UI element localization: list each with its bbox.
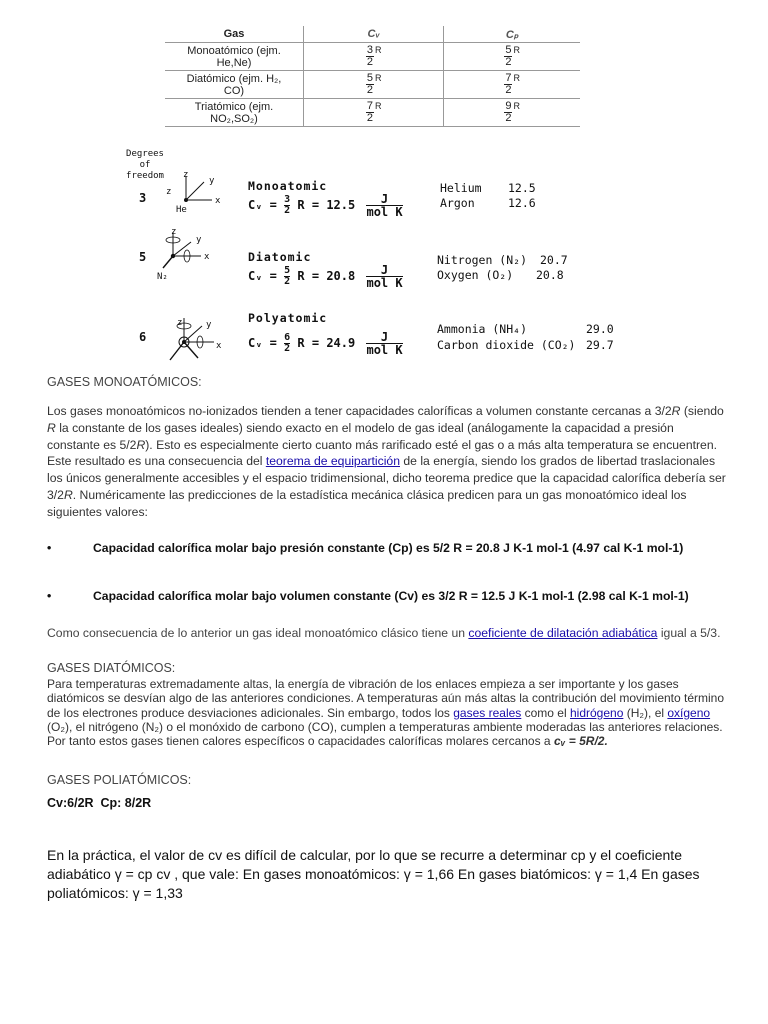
link-equipartition[interactable]: teorema de equipartición xyxy=(265,454,400,469)
gas-cell: Diatómico (ejm. H₂, CO) xyxy=(165,71,304,99)
table-row xyxy=(165,99,580,127)
paragraph-dia: Para temperaturas extremadamente altas, la energía de vibración de los enlaces empieza a ser importante y los gases diatómicos se desvían algo de las anteriores condiciones. A temperaturas aún más altas la contribución del movimiento término de los electrones produce desviaciones adicionales. Sin embargo, todos los gases reales como el hidrógeno (H₂), el oxígeno (O₂), el nitrógeno (N₂) o el monóxido de carbono (CO), cumplen a temperaturas ambiente moderadas las anteriores relaciones. Por tanto estos gases tienen calores específicos o capacidades caloríficas molares cercanos a cᵥ = 5R/2. xyxy=(47,677,725,749)
axis-x-label: x xyxy=(204,252,210,262)
row-title: Diatomic xyxy=(248,250,312,264)
axis-y-label: y xyxy=(196,235,202,245)
example-value: 20.8 xyxy=(536,268,564,282)
header-gas: Gas xyxy=(165,26,304,43)
poly-values: Cv:6/2R Cp: 8/2R xyxy=(47,796,152,810)
cv-cell: $\frac{5}{2}$ $^R$ xyxy=(304,71,444,99)
example-name: Oxygen (O₂) xyxy=(437,268,514,282)
cv-equation: Cᵥ = $\frac{3}{2}$ R = 12.5 J mol K xyxy=(248,192,403,219)
atom-label: He xyxy=(176,205,187,215)
row-title: Polyatomic xyxy=(248,311,328,325)
list-item: • Capacidad calorífica molar bajo volumen constante (Cv) es 3/2 R = 12.5 J K-1 mol-1 (2.98 cal K-1 mol-1) xyxy=(47,589,689,603)
axis-z-label: z xyxy=(171,227,177,237)
table-header-row xyxy=(165,26,580,43)
example-name: Nitrogen (N₂) xyxy=(437,253,528,267)
list-item: • Capacidad calorífica molar bajo presión constante (Cp) es 5/2 R = 20.8 J K-1 mol-1 (4.97 cal K-1 mol-1) xyxy=(47,541,684,555)
header-cp: Cₚ xyxy=(444,26,580,43)
bullet-symbol: • xyxy=(47,541,52,555)
heat-capacity-table xyxy=(165,26,580,127)
axis-x-label: x xyxy=(216,341,222,351)
axis-y-label: y xyxy=(209,176,215,186)
table-row xyxy=(165,71,580,99)
dof-value: 5 xyxy=(139,250,147,264)
example-name: Ammonia (NH₄) xyxy=(437,322,528,336)
example-name: Carbon dioxide (CO₂) xyxy=(437,338,576,352)
axis-y-label: y xyxy=(206,320,212,330)
cp-cell: $\frac{7}{2}$ $^R$ xyxy=(444,71,580,99)
cp-cell: $\frac{5}{2}$ $^R$ xyxy=(444,43,580,71)
axis-z-label: z xyxy=(166,187,172,197)
link-oxygen[interactable]: oxígeno xyxy=(667,705,711,720)
example-value: 20.7 xyxy=(540,253,568,267)
paragraph-mono: Los gases monoatómicos no-ionizados tienden a tener capacidades caloríficas a volumen constante cercanas a 3/2R (siendo R la constante de los gases ideales) siendo exacto en el modelo de gas ideal (análogamente la capacidad a presión constante es 5/2R). Esto es especialmente cierto cuanto más rarificado esté el gas o a más alta temperatura se encuentren. Este resultado es una consecuencia del teorema de equipartición de la energía, siendo los grados de libertad traslacionales los únicos generalmente accesibles y el espacio tridimensional, dicho teorema predice que la capacidad calorífica debería ser 3/2R. Numéricamente las predicciones de la estadística mecánica clásica predicen para un gas monoatómico ideal los siguientes valores: xyxy=(47,404,726,519)
axis-z-label: z xyxy=(177,318,183,328)
bullet-symbol: • xyxy=(47,589,52,603)
molecule-label: N₂ xyxy=(157,272,168,282)
example-value: 29.0 xyxy=(586,322,614,336)
axis-x-label: x xyxy=(215,196,221,206)
section-heading-dia: GASES DIATÓMICOS: xyxy=(47,661,176,675)
link-hydrogen[interactable]: hidrógeno xyxy=(569,705,624,720)
example-value: 29.7 xyxy=(586,338,614,352)
example-value: 12.6 xyxy=(508,196,536,210)
cv-cell: $\frac{3}{2}$ $^R$ xyxy=(304,43,444,71)
link-real-gases[interactable]: gases reales xyxy=(453,705,522,720)
header-cv: Cᵥ xyxy=(304,26,444,43)
example-name: Argon xyxy=(440,196,475,210)
example-value: 12.5 xyxy=(508,181,536,195)
cp-cell: $\frac{9}{2}$ $^R$ xyxy=(444,99,580,127)
cv-equation: Cᵥ = $\frac{5}{2}$ R = 20.8 J mol K xyxy=(248,263,403,290)
gas-cell: Triatómico (ejm. NO₂,SO₂) xyxy=(165,99,304,127)
cv-cell: $\frac{7}{2}$ $^R$ xyxy=(304,99,444,127)
dof-value: 3 xyxy=(139,191,147,205)
paragraph-final: En la práctica, el valor de cv es difícil de calcular, por lo que se recurre a determinar cp y el coeficiente adiabático γ = cp cv , que vale: En gases monoatómicos: γ = 1,66 En gases biatómicos: γ = 1,4 En gases poliatómicos: γ = 1,33 xyxy=(47,847,700,901)
dof-label: Degrees of freedom xyxy=(126,149,164,181)
row-title: Monoatomic xyxy=(248,179,328,193)
table-row xyxy=(165,43,580,71)
section-heading-poly: GASES POLIATÓMICOS: xyxy=(47,773,192,787)
example-name: Helium xyxy=(440,181,482,195)
axis-z-label: z xyxy=(183,170,189,180)
dof-value: 6 xyxy=(139,330,147,344)
section-heading-mono: GASES MONOATÓMICOS: xyxy=(47,375,202,389)
cv-equation: Cᵥ = $\frac{6}{2}$ R = 24.9 J mol K xyxy=(248,330,403,357)
paragraph-consequence: Como consecuencia de lo anterior un gas ideal monoatómico clásico tiene un coeficiente de dilatación adiabática igual a 5/3. xyxy=(47,626,721,640)
link-adiabatic-coefficient[interactable]: coeficiente de dilatación adiabática xyxy=(468,626,658,640)
gas-cell: Monoatómico (ejm. He,Ne) xyxy=(165,43,304,71)
